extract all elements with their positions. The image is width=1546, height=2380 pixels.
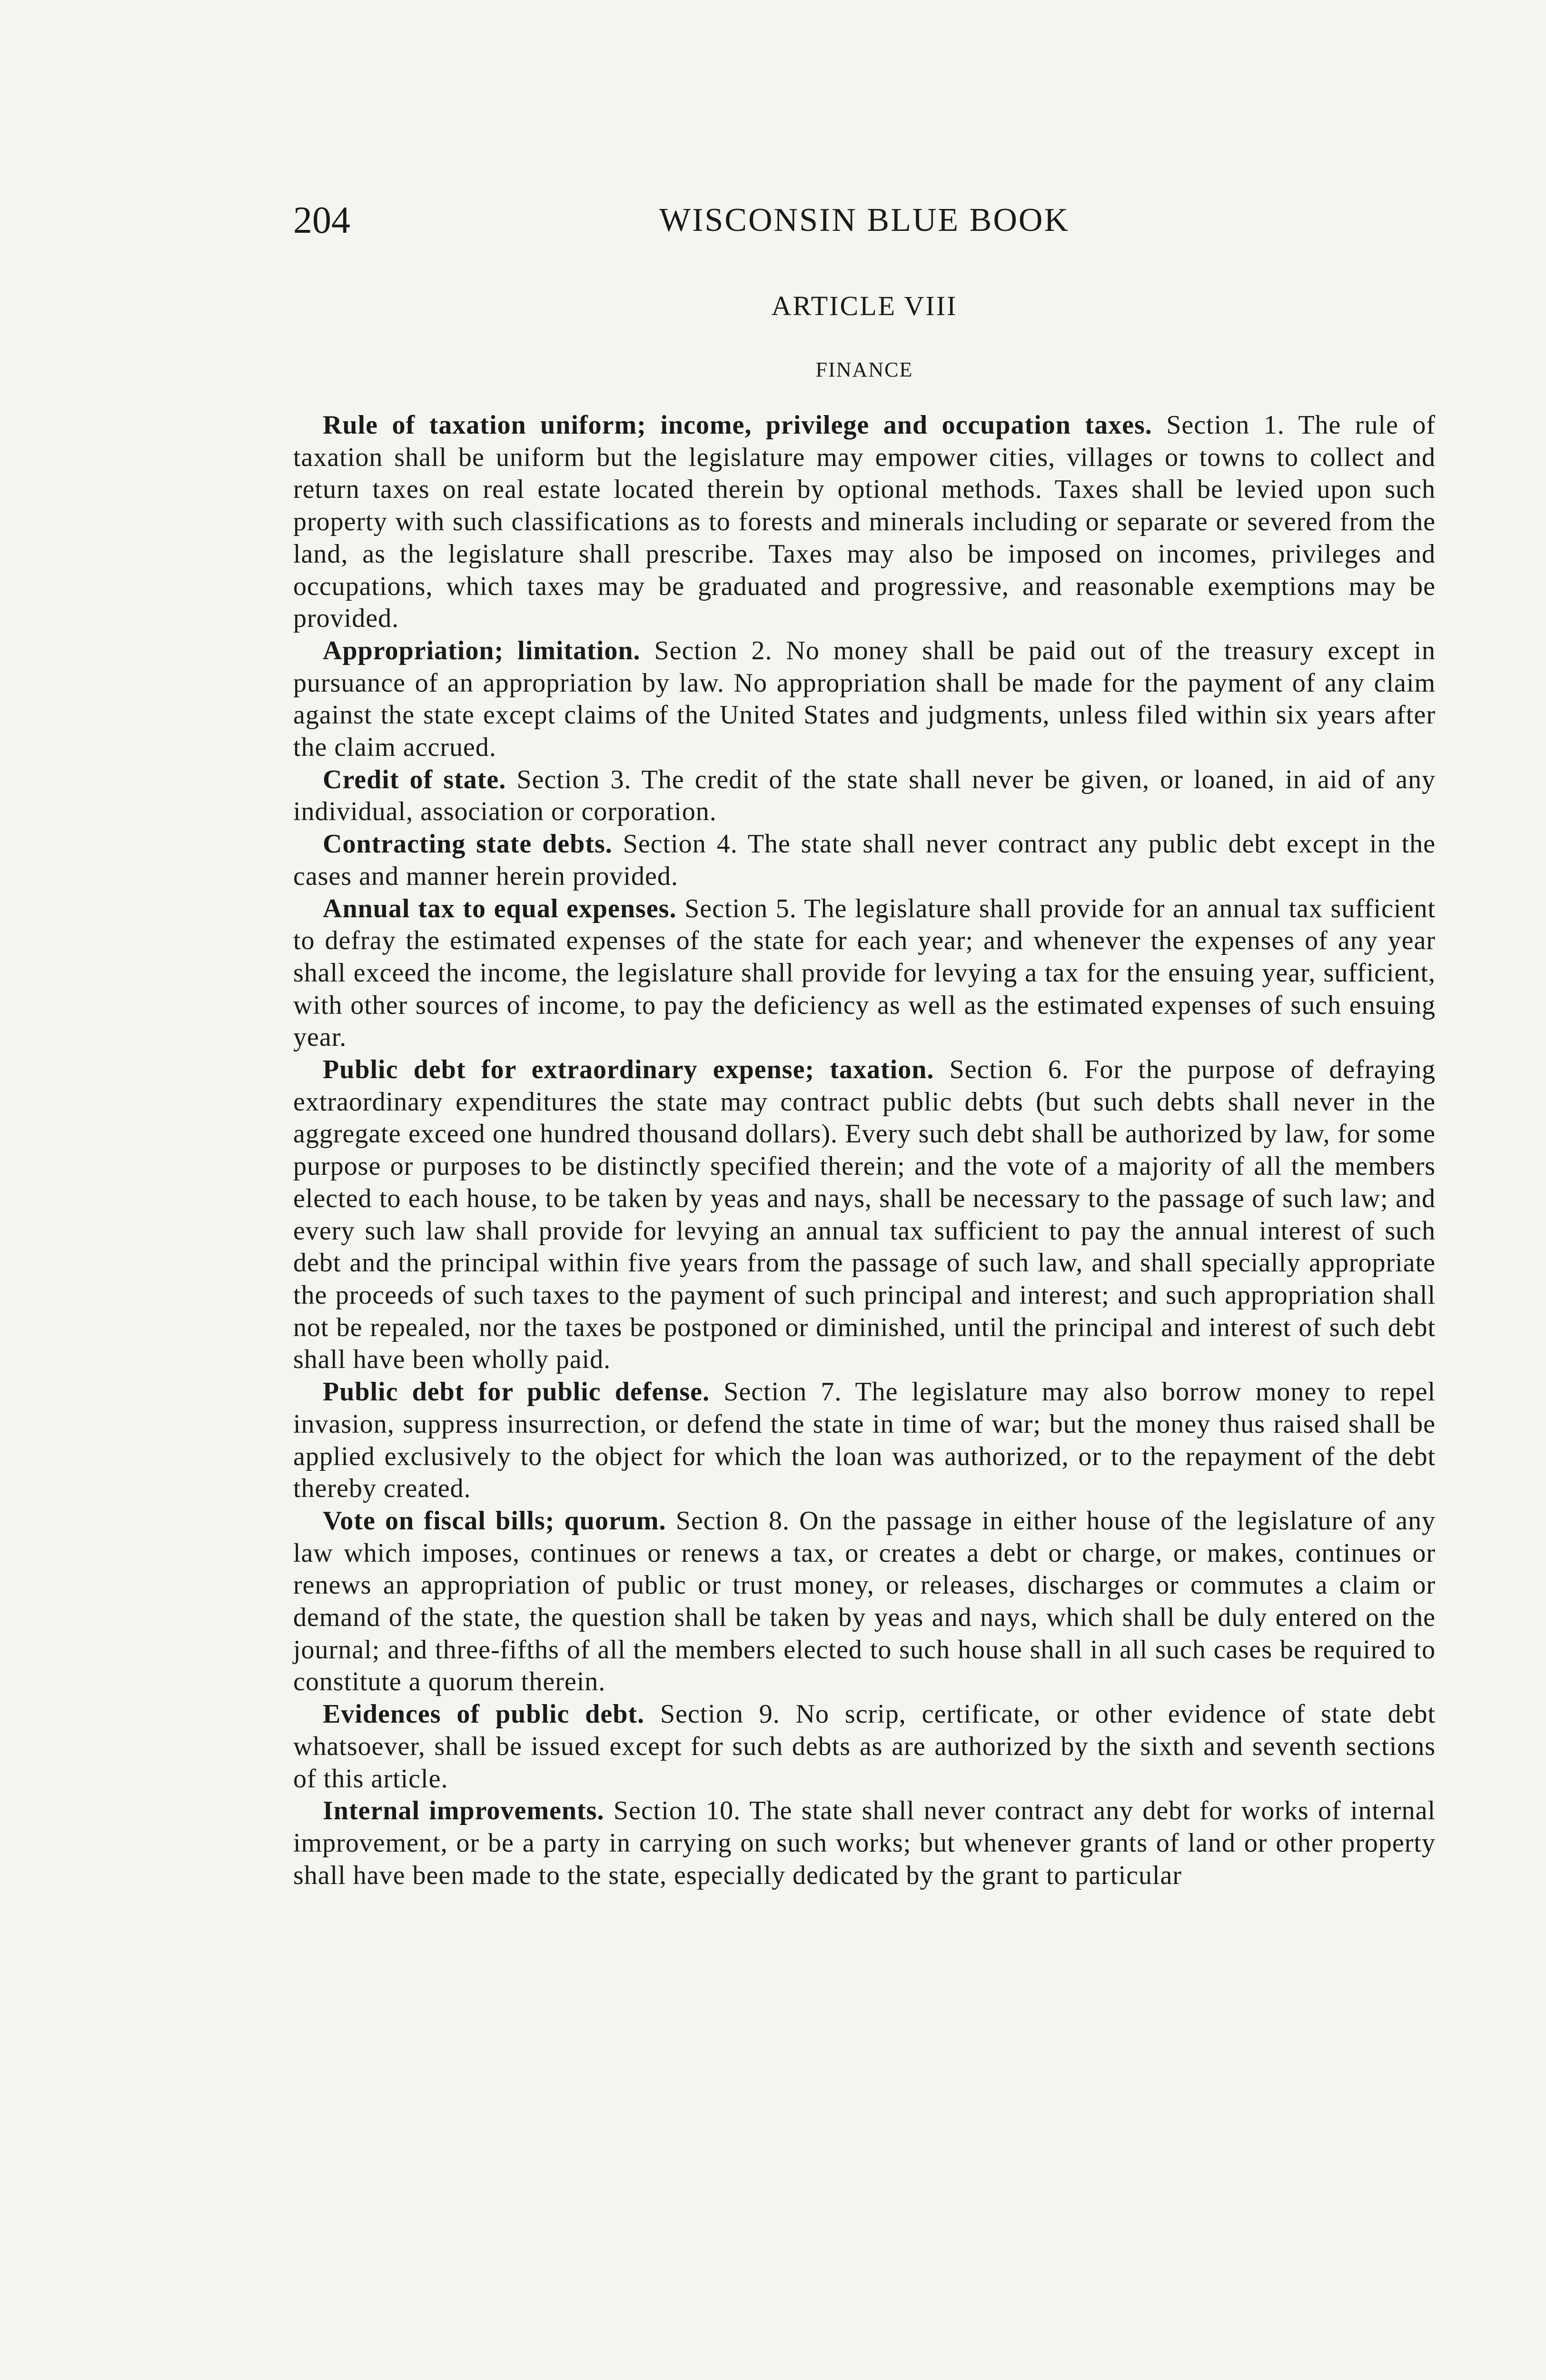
article-heading: ARTICLE VIII bbox=[771, 290, 958, 321]
section-title: Annual tax to equal expenses. bbox=[323, 893, 677, 923]
section-text: Section 7. The legislature may also borrow money to repel invasion, suppress insurrection, or defend the state in time of war; but the money thus raised shall be applied exclusively to the object for which the loan was authorized, or to the repayment of the debt thereby created. bbox=[293, 1377, 1436, 1504]
running-head bbox=[293, 194, 1436, 247]
section-title: Rule of taxation uniform; income, privilege and occupation taxes. bbox=[323, 410, 1152, 440]
section-title: Internal improvements. bbox=[323, 1796, 605, 1826]
section-paragraph bbox=[293, 893, 1436, 1054]
section-text: Section 1. The rule of taxation shall be uniform but the legislature may empower cities, villages or towns to collect and return taxes on real estate located therein by optional methods. Taxes shall be levied upon such property with such classifications as to forests and minerals including or separate or severed from the land, as the legislature shall prescribe. Taxes may also be imposed on incomes, privileges and occupations, which taxes may be graduated and progressive, and reasonable exemptions may be provided. bbox=[293, 410, 1436, 634]
section-title: Appropriation; limitation. bbox=[323, 635, 641, 665]
section-paragraph bbox=[293, 1505, 1436, 1698]
section-paragraph bbox=[293, 828, 1436, 892]
section-text: Section 8. On the passage in either house of the legislature of any law which imposes, continues or renews a tax, or creates a debt or charge, or makes, continues or renews an appropriation of public or trust money, or releases, discharges or commutes a claim or demand of the state, the question shall be taken by yeas and nays, which shall be duly entered on the journal; and three-fifths of all the members elected to such house shall in all such cases be required to constitute a quorum therein. bbox=[293, 1506, 1436, 1697]
section-title: Public debt for extraordinary expense; taxation. bbox=[323, 1055, 934, 1085]
article-subheading: FINANCE bbox=[815, 358, 913, 381]
section-text: Section 2. No money shall be paid out of the treasury except in pursuance of an appropriation by law. No appropriation shall be made for the payment of any claim against the state except claims of the United States and judgments, unless filed within six years after the claim accrued. bbox=[293, 635, 1436, 763]
section-title: Contracting state debts. bbox=[323, 829, 613, 859]
section-text: Section 6. For the purpose of defraying extraordinary expenditures the state may contract public debts (but such debts shall never in the aggregate exceed one hundred thousand dollars). Every such debt shall be authorized by law, for some purpose or purposes to be distinctly specified therein; and the vote of a majority of all the members elected to each house, to be taken by yeas and nays, shall be necessary to the passage of such law; and every such law shall provide for levying an annual tax sufficient to pay the annual interest of such debt and the principal within five years from the passage of such law, and shall specially appropriate the proceeds of such taxes to the payment of such principal and interest; and such appropriation shall not be repealed, nor the taxes be postponed or diminished, until the principal and interest of such debt shall have been wholly paid. bbox=[293, 1055, 1436, 1375]
book-title: WISCONSIN BLUE BOOK bbox=[659, 202, 1070, 238]
section-text: Section 3. The credit of the state shall never be given, or loaned, in aid of any individual, association or corporation. bbox=[293, 764, 1436, 827]
section-title: Evidences of public debt. bbox=[323, 1699, 645, 1729]
section-paragraph bbox=[293, 409, 1436, 635]
page-number: 204 bbox=[293, 199, 350, 241]
section-paragraph bbox=[293, 1795, 1436, 1892]
section-title: Public debt for public defense. bbox=[323, 1377, 710, 1407]
section-paragraph bbox=[293, 1054, 1436, 1376]
section-paragraph bbox=[293, 635, 1436, 764]
article-body bbox=[293, 409, 1436, 1892]
section-text: Section 5. The legislature shall provide for an annual tax sufficient to defray the estimated expenses of the state for each year; and whenever the expenses of any year shall exceed the income, the legislature shall provide for levying a tax for the ensuing year, sufficient, with other sources of income, to pay the deficiency as well as the estimated expenses of such ensuing year. bbox=[293, 893, 1436, 1052]
section-paragraph bbox=[293, 764, 1436, 828]
section-title: Vote on fiscal bills; quorum. bbox=[323, 1506, 666, 1536]
section-text: Section 4. The state shall never contract any public debt except in the cases and manner herein provided. bbox=[293, 829, 1436, 891]
section-paragraph bbox=[293, 1376, 1436, 1505]
section-text: Section 9. No scrip, certificate, or other evidence of state debt whatsoever, shall be issued except for such debts as are authorized by the sixth and seventh sections of this article. bbox=[293, 1699, 1436, 1794]
section-paragraph bbox=[293, 1698, 1436, 1795]
section-text: Section 10. The state shall never contract any debt for works of internal improvement, or be a party in carrying on such works; but whenever grants of land or other property shall have been made to the state, especially dedicated by the grant to particular bbox=[293, 1796, 1436, 1890]
section-title: Credit of state. bbox=[323, 764, 506, 794]
